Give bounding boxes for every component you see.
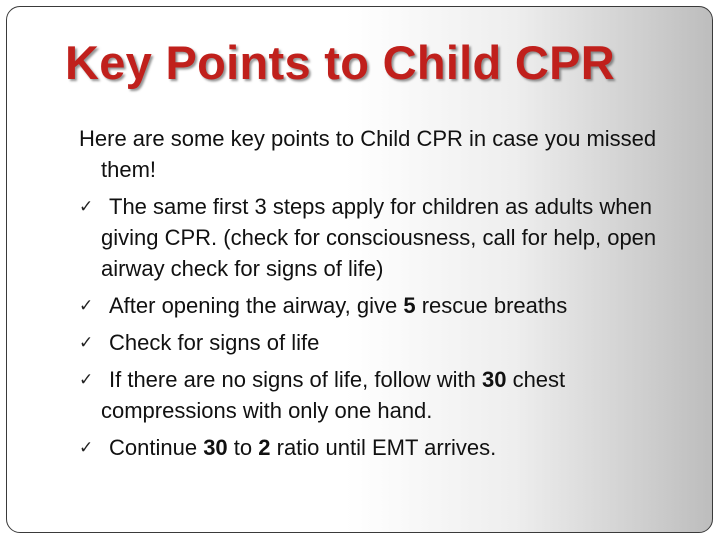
item-text <box>101 435 496 460</box>
item-number-emphasis: 30 <box>203 435 228 460</box>
slide-body <box>79 123 694 469</box>
item-text-segment: rescue breaths <box>415 293 568 318</box>
checkmark-icon: ✓ <box>79 197 94 216</box>
item-text-segment: ratio until EMT arrives. <box>270 435 497 460</box>
item-text-segment: If there are no signs of life, follow with <box>109 367 482 392</box>
item-text <box>101 194 656 281</box>
item-text <box>101 293 567 318</box>
list-item <box>79 364 694 426</box>
list-item <box>79 432 694 463</box>
item-text-segment: Continue <box>109 435 204 460</box>
checkmark-icon: ✓ <box>79 296 94 315</box>
checkmark-icon: ✓ <box>79 370 94 389</box>
item-text <box>101 330 319 355</box>
item-text <box>101 367 565 423</box>
item-text-segment: chest compressions with only one hand. <box>101 367 566 423</box>
checkmark-icon: ✓ <box>79 333 94 352</box>
key-points-list <box>79 191 694 463</box>
item-text-segment: The same first 3 steps apply for children as adults when giving CPR. (check for consciousness, call for help, open airway check for signs of life) <box>101 194 657 281</box>
item-number-emphasis: 2 <box>258 435 271 460</box>
list-item <box>79 290 694 321</box>
item-text-segment: to <box>227 435 259 460</box>
list-item <box>79 327 694 358</box>
list-item <box>79 191 694 284</box>
item-text-segment: Check for signs of life <box>109 330 320 355</box>
item-number-emphasis: 5 <box>403 293 416 318</box>
checkmark-icon: ✓ <box>79 438 94 457</box>
slide-frame <box>6 6 713 533</box>
slide-title: Key Points to Child CPR <box>65 36 616 89</box>
intro-text: Here are some key points to Child CPR in case you missed them! <box>79 126 657 182</box>
item-number-emphasis: 30 <box>481 367 507 392</box>
item-text-segment: After opening the airway, give <box>109 293 404 318</box>
